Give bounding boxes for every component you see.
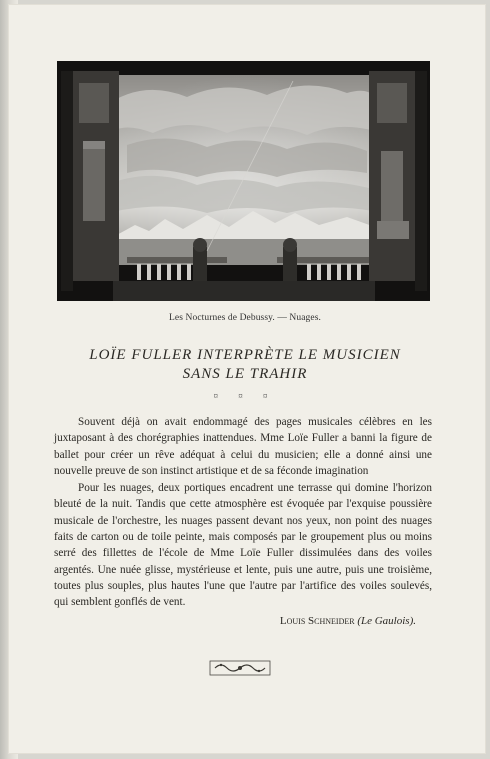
paragraph-2: Pour les nuages, deux portiques encadrent une terrasse qui domine l'horizon bleuté de la nuit. Tandis que cette atmosphère est évoquée par l'exquise poussière musicale de l'orchestre, les nuages passent devant nos yeux, non point des nuages faits de carton ou de toile peinte, mais composés par le groupement plus ou moins serré des fillettes de l'école de Mme Loïe Fuller dissimulées dans des voiles argentés. Une nuée glisse, mystérieuse et lente, puis une autre, puis une troisième, toutes plus souples, plus hautes l'une que l'autre par l'artifice des voiles soulevés, qui semblent gonflés de vent. [54, 482, 432, 609]
article-title-line-2: SANS LE TRAHIR [182, 366, 308, 382]
author-name: Louis Schneider [279, 615, 355, 627]
stage-photograph [57, 61, 430, 301]
article-title [0, 346, 490, 384]
publication-source: (Le Gaulois). [357, 615, 416, 627]
theatre-stage-photo [57, 61, 430, 301]
photo-caption: Les Nocturnes de Debussy. — Nuages. [169, 313, 321, 323]
section-ornaments: ¤ ¤ ¤ [213, 391, 277, 401]
paragraph-1: Souvent déjà on avait endommagé des pages musicales célèbres en les juxtaposant à des chorégraphies inattendues. Mme Loïe Fuller a banni la figure de ballet pour créer un rêve adéquat à celui du musicien; elle a donné ainsi une nouvelle preuve de son instinct artistique et de sa féconde imagination [54, 416, 432, 477]
article-body [54, 414, 432, 611]
article-signature [0, 615, 416, 627]
decorative-flourish-icon [209, 660, 271, 676]
article-title-line-1: LOÏE FULLER INTERPRÈTE LE MUSICIEN [89, 347, 401, 363]
